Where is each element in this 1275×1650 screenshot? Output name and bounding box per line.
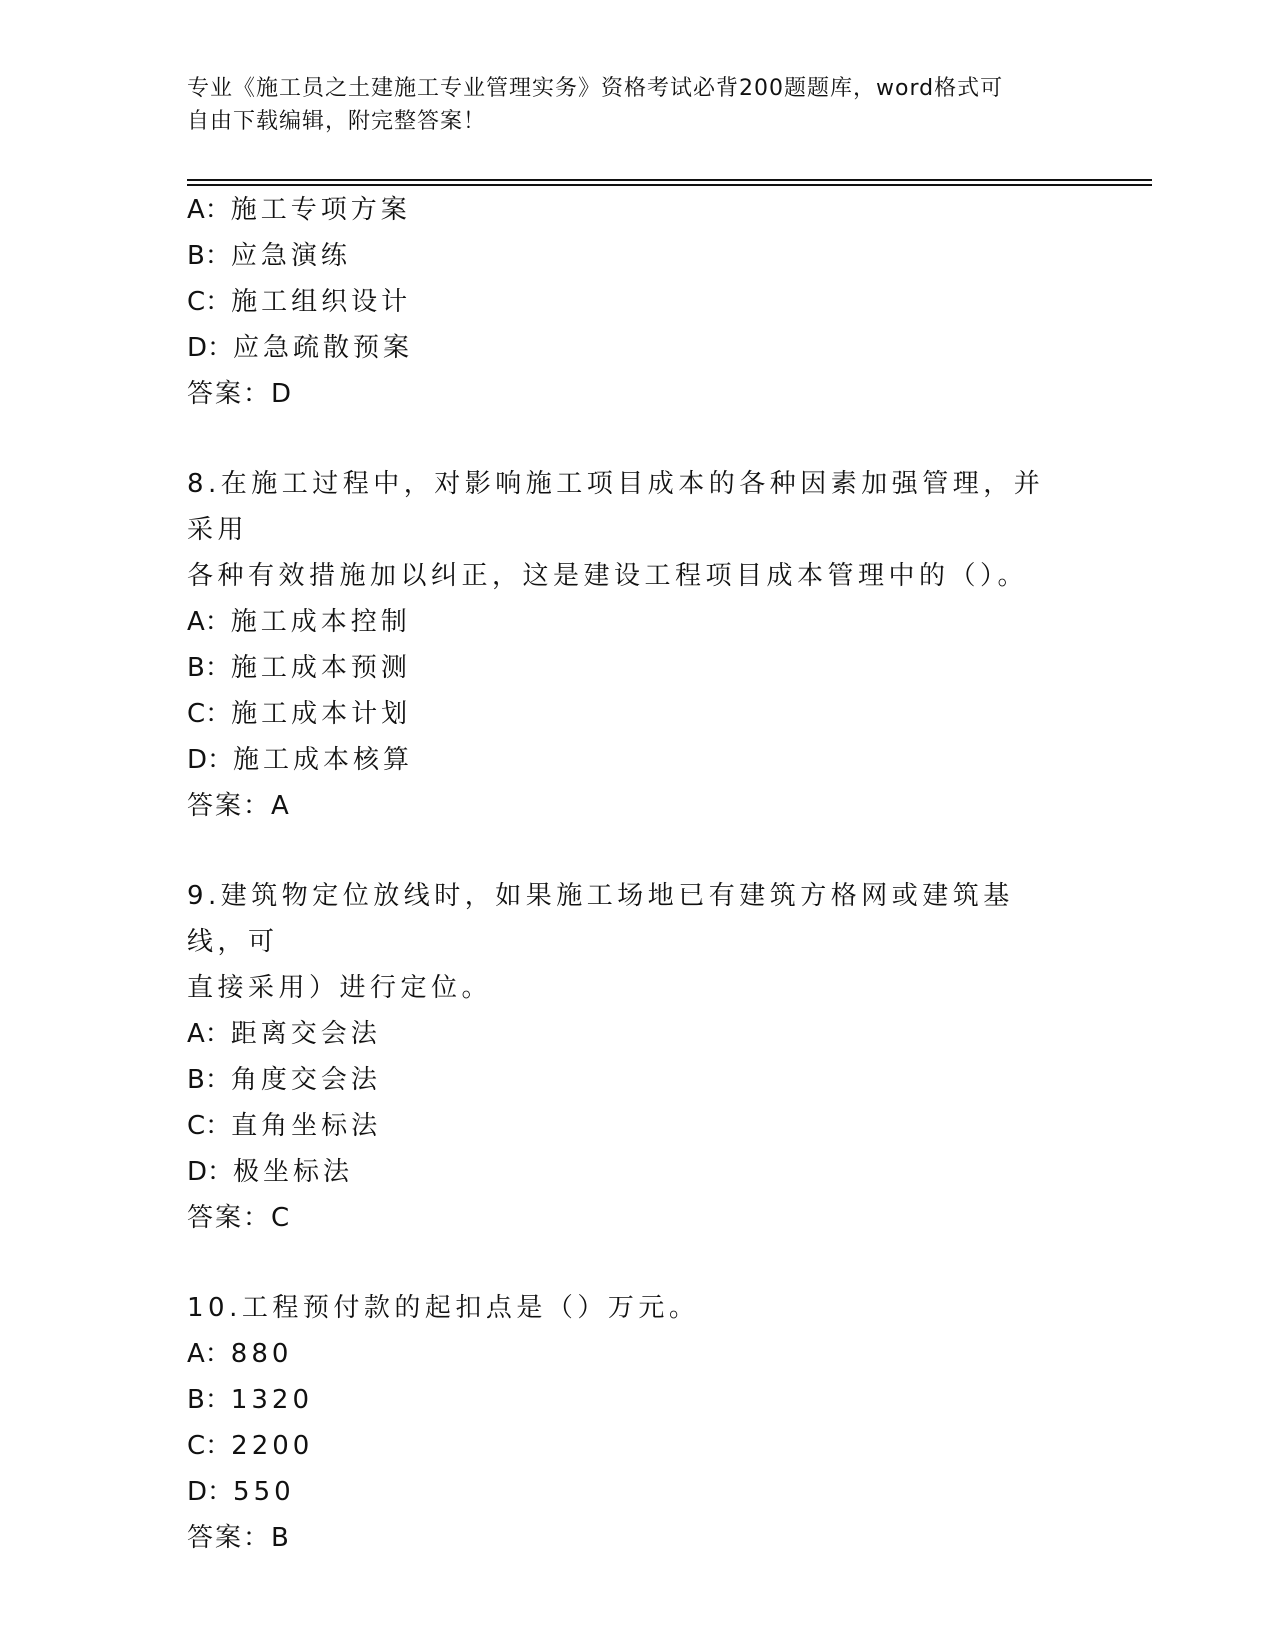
option-text: 880 [230, 1339, 293, 1369]
question-8 [187, 461, 1067, 829]
header-divider-top [187, 179, 1152, 181]
option-d [187, 1149, 1067, 1195]
option-letter: B： [187, 1385, 231, 1415]
question-10 [187, 1285, 1067, 1561]
option-text: 2200 [231, 1431, 314, 1461]
answer-line: 答案：D [187, 379, 294, 409]
option-text: 1320 [230, 1385, 314, 1415]
question-stem-line-1: 10.工程预付款的起扣点是（）万元。 [187, 1293, 700, 1323]
option-a [187, 1011, 1067, 1057]
question-stem-line-2: 直接采用）进行定位。 [187, 973, 493, 1003]
option-letter: C： [187, 1111, 232, 1141]
option-b [187, 233, 1067, 279]
question-spacer [187, 417, 1067, 461]
answer-line: 答案：A [187, 791, 291, 821]
question-stem-line-1: 9.建筑物定位放线时，如果施工场地已有建筑方格网或建筑基线，可 [187, 881, 1014, 957]
option-text: 距离交会法 [230, 1019, 381, 1049]
answer-line: 答案：B [187, 1523, 291, 1553]
option-letter: A： [187, 1019, 231, 1049]
option-text: 550 [233, 1477, 295, 1507]
option-letter: A： [187, 195, 231, 225]
option-text: 角度交会法 [230, 1065, 381, 1095]
option-letter: D： [187, 1157, 234, 1187]
option-text: 应急演练 [230, 241, 351, 271]
document-header [187, 72, 1067, 138]
option-text: 施工组织设计 [231, 287, 412, 317]
option-b [187, 645, 1067, 691]
option-d [187, 737, 1067, 783]
option-text: 施工成本计划 [231, 699, 412, 729]
header-line-2: 自由下载编辑，附完整答案！ [187, 109, 487, 134]
document-body [187, 187, 1067, 1561]
option-letter: D： [187, 333, 234, 363]
question-spacer [187, 829, 1067, 873]
option-c [187, 1103, 1067, 1149]
question-stem-line-1: 8.在施工过程中，对影响施工项目成本的各种因素加强管理，并采用 [187, 469, 1045, 545]
option-a [187, 187, 1067, 233]
option-c [187, 279, 1067, 325]
option-letter: D： [187, 1477, 234, 1507]
option-text: 极坐标法 [233, 1157, 354, 1187]
option-text: 应急疏散预案 [233, 333, 414, 363]
answer-line: 答案：C [187, 1203, 292, 1233]
header-line-1: 专业《施工员之土建施工专业管理实务》资格考试必背200题题库，word格式可 [187, 76, 1004, 101]
option-letter: C： [187, 699, 232, 729]
option-text: 直角坐标法 [231, 1111, 382, 1141]
option-a [187, 599, 1067, 645]
option-letter: C： [187, 287, 232, 317]
option-text: 施工成本控制 [230, 607, 411, 637]
option-letter: A： [187, 607, 231, 637]
option-letter: B： [187, 1065, 231, 1095]
option-b [187, 1057, 1067, 1103]
question-9 [187, 873, 1067, 1241]
option-b [187, 1377, 1067, 1423]
question-7 [187, 187, 1067, 417]
option-text: 施工成本核算 [233, 745, 414, 775]
option-text: 施工成本预测 [230, 653, 411, 683]
option-a [187, 1331, 1067, 1377]
option-letter: D： [187, 745, 234, 775]
option-d [187, 325, 1067, 371]
option-text: 施工专项方案 [230, 195, 411, 225]
option-letter: B： [187, 241, 231, 271]
question-stem-line-2: 各种有效措施加以纠正，这是建设工程项目成本管理中的（）。 [187, 561, 1029, 591]
option-c [187, 1423, 1067, 1469]
option-d [187, 1469, 1067, 1515]
option-letter: B： [187, 653, 231, 683]
option-c [187, 691, 1067, 737]
option-letter: A： [187, 1339, 231, 1369]
option-letter: C： [187, 1431, 232, 1461]
question-spacer [187, 1241, 1067, 1285]
header-divider-bottom [187, 184, 1152, 186]
